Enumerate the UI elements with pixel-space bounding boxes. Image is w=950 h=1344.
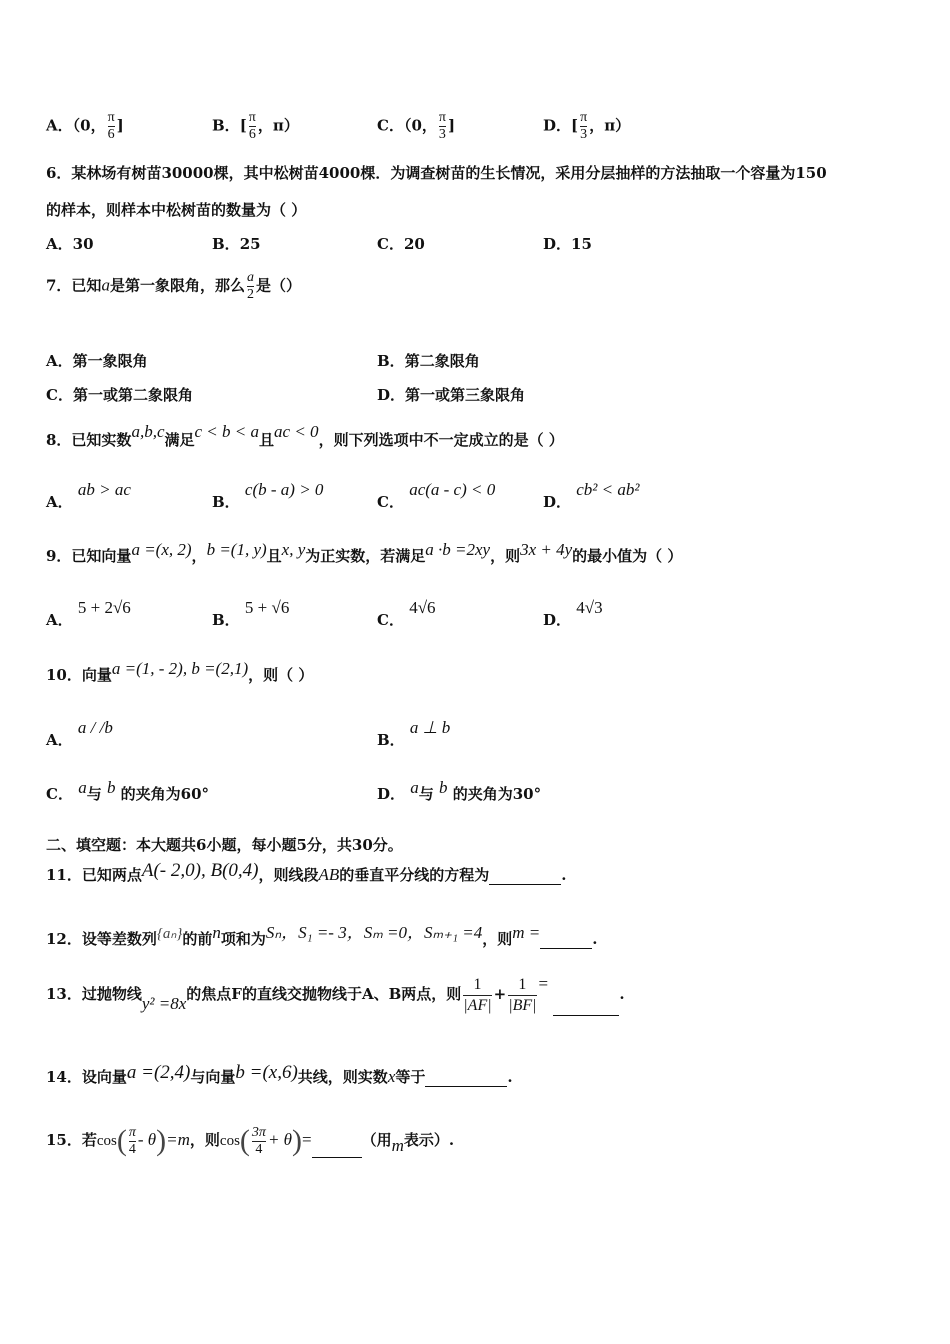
q9-option-c: C． 4√6 (377, 598, 436, 629)
q5-option-c: C．（0， $\frac{\pi}{3}$ ] (377, 110, 456, 142)
q8-stem: 8．已知实数a,b,c满足c < b < a且ac < 0，则下列选项中不一定成立的是（ ） (46, 422, 564, 449)
q13-stem: 13．过抛物线y² =8x的焦点F的直线交抛物线于A、B两点，则 $\frac{1}{|AF|}$ + $\frac{1}{|BF|}$ = . (46, 974, 625, 1014)
q6-stem-line2: 的样本，则样本中松树苗的数量为（ ） (46, 201, 307, 219)
q7-option-a: A．第一象限角 (46, 352, 148, 370)
q7-option-d: D．第一或第三象限角 (377, 386, 526, 404)
q9-option-a: A． 5 + 2√6 (46, 598, 131, 629)
q8-option-c: C． ac(a - c) < 0 (377, 480, 496, 511)
q9-stem: 9．已知向量a =(x, 2)，b =(1, y)且x, y为正实数，若满足a ·b =2xy，则3x + 4y的最小值为（ ） (46, 540, 683, 565)
q15-answer-blank[interactable] (312, 1142, 362, 1158)
q7-option-b: B．第二象限角 (377, 352, 480, 370)
q10-option-a: A． a / /b (46, 718, 113, 749)
q14-answer-blank[interactable] (425, 1071, 507, 1087)
q8-option-d: D． cb² < ab² (543, 480, 640, 511)
q5-option-b: B．[ $\frac{\pi}{6}$ ，π） (212, 110, 299, 142)
q10-stem: 10．向量a =(1, - 2), b =(2,1)，则（ ） (46, 659, 314, 684)
q12-stem: 12．设等差数列{aₙ}的前n项和为Sₙ，S₁ =- 3，Sₘ =0，Sₘ₊₁ =4，则m = . (46, 923, 598, 948)
q7-option-c: C．第一或第二象限角 (46, 386, 193, 404)
q6-option-a: A．30 (46, 235, 94, 253)
q6-stem-line1: 6．某林场有树苗30000棵，其中松树苗4000棵．为调查树苗的生长情况，采用分层抽样的方法抽取一个容量为150 (46, 164, 827, 182)
q12-answer-blank[interactable] (540, 933, 592, 949)
q7-stem: 7．已知a是第一象限角，那么 $\frac{a}{2}$ 是（） (46, 270, 301, 302)
q6-option-c: C．20 (377, 235, 425, 253)
q10-option-b: B． a ⊥ b (377, 718, 451, 749)
q5-option-d: D．[ $\frac{\pi}{3}$ ，π） (543, 110, 631, 142)
q9-option-b: B． 5 + √6 (212, 598, 290, 629)
q8-option-a: A． ab > ac (46, 480, 131, 511)
q11-answer-blank[interactable] (489, 869, 561, 885)
q8-option-b: B． c(b - a) > 0 (212, 480, 324, 511)
q14-stem: 14．设向量a =(2,4)与向量b =(x,6)共线，则实数x等于 . (46, 1062, 513, 1086)
q13-answer-blank[interactable] (553, 1000, 619, 1016)
q10-option-d: D． a与 b 的夹角为30° (377, 778, 542, 803)
q6-option-b: B．25 (212, 235, 261, 253)
section-fill-in-heading: 二、填空题：本大题共6小题，每小题5分，共30分。 (46, 836, 403, 854)
q6-option-d: D．15 (543, 235, 592, 253)
q11-stem: 11．已知两点A(- 2,0), B(0,4)，则线段AB的垂直平分线的方程为 . (46, 860, 567, 884)
q10-option-c: C． a与 b 的夹角为60° (46, 778, 210, 803)
q9-option-d: D． 4√3 (543, 598, 603, 629)
q5-option-a: A．（0， $\frac{\pi}{6}$ ] (46, 110, 124, 142)
q15-stem: 15．若cos( $\frac{\pi}{4}$ - θ)=m，则cos( $\frac{3\pi}{4}$ + θ)= （用m表示）. (46, 1124, 455, 1157)
